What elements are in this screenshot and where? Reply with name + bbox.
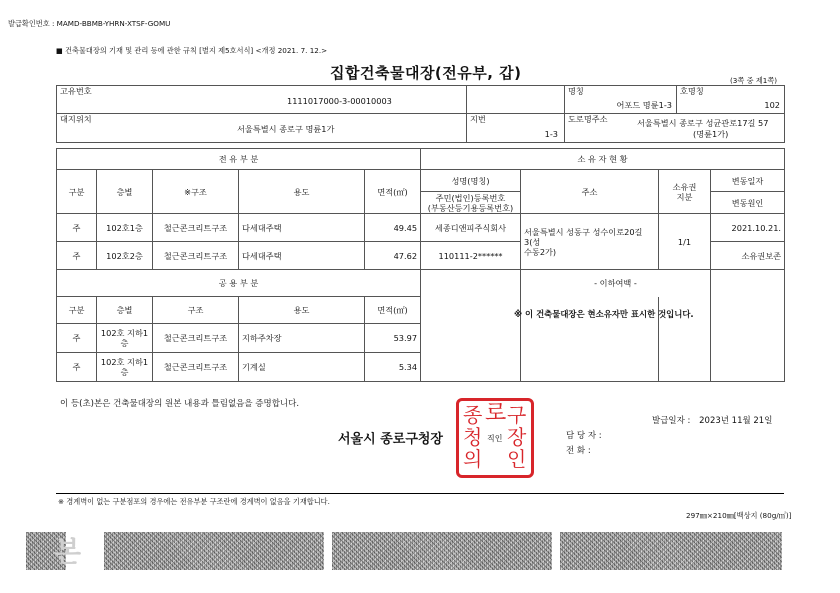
change-date-value: 2021.10.21. xyxy=(711,214,785,242)
lot-number-label: 지번 xyxy=(470,114,486,124)
lot-number-cell xyxy=(467,114,565,143)
owner-section-title: 소 유 자 현 황 xyxy=(421,149,785,170)
table-row: 주 102호 지하1 층 철근콘크리트구조 지하주차장 53.97 xyxy=(57,324,421,353)
unique-number-value: 1111017000-3-00010003 xyxy=(287,96,392,106)
header-table xyxy=(56,85,785,114)
officer-label: 담 당 자 : xyxy=(566,431,602,441)
owner-notice: ※ 이 건축물대장은 현소유자만 표시한 것입니다. xyxy=(514,309,694,319)
table-row: 주 102호2층 철근콘크리트구조 다세대주택 47.62 xyxy=(57,242,421,270)
building-name-value: 어포드 명륜1-3 xyxy=(616,100,672,110)
footnote: ※ 경계벽이 없는 구분점포의 경우에는 전유부분 구조란에 경계벽이 없음을 기재합니다. xyxy=(58,497,330,506)
owner-address-value: 서울특별시 성동구 성수이로20길 3(성 수동2가) xyxy=(521,214,659,270)
security-pattern xyxy=(104,532,324,570)
security-pattern xyxy=(332,532,552,570)
unique-number-cell xyxy=(57,86,467,114)
document-title: 집합건축물대장(전유부, 갑) xyxy=(330,64,522,82)
unique-number-label: 고유번호 xyxy=(60,86,92,96)
site-table xyxy=(56,113,785,143)
col-structure: ※구조 xyxy=(153,170,239,214)
owner-share-value: 1/1 xyxy=(659,214,711,270)
official-seal-icon: 종 로 구 청 장 의 인 직인 xyxy=(456,398,534,478)
change-reason-value: 소유권보존 xyxy=(711,242,785,270)
change-reason-col: 변동원인 xyxy=(711,192,785,214)
seal-label: 직인 xyxy=(487,434,503,443)
site-location-label: 대지위치 xyxy=(60,114,92,124)
issue-date xyxy=(652,414,772,426)
exclusive-table xyxy=(56,148,421,382)
road-address-value: 서울특별시 종로구 성균관로17길 57 xyxy=(637,118,769,128)
owner-share-col: 소유권 지분 xyxy=(659,170,711,214)
road-address-label: 도로명주소 xyxy=(568,114,608,124)
exclusive-section-title: 전 유 부 분 xyxy=(57,149,421,170)
page-info: (3쪽 중 제1쪽) xyxy=(730,76,778,85)
common-col-structure: 구조 xyxy=(153,297,239,324)
owner-regno-value: 110111-2****** xyxy=(421,242,521,270)
site-location-value: 서울특별시 종로구 명륜1가 xyxy=(237,124,335,134)
common-col-floor: 층별 xyxy=(97,297,153,324)
issue-date-label: 발급일자 : xyxy=(652,416,691,426)
owner-table xyxy=(420,148,785,382)
original-stamp: 본 xyxy=(54,535,82,568)
common-col-kind: 구분 xyxy=(57,297,97,324)
owner-name-value: 세종디앤피주식회사 xyxy=(421,214,521,242)
paper-size: 297㎜×210㎜[백상지 (80g/㎡)] xyxy=(686,511,792,520)
common-col-use: 용도 xyxy=(239,297,365,324)
security-pattern xyxy=(560,532,782,570)
owner-name-col: 성명(명칭) xyxy=(421,170,521,192)
certify-text: 이 등(초)본은 건축물대장의 원본 내용과 틀림없음을 증명합니다. xyxy=(60,399,300,409)
rule-note: ■ 건축물대장의 기재 및 관리 등에 관한 규칙 [별지 제5호서식] <개정 2021. 7. 12.> xyxy=(56,46,328,55)
table-row: 주 102호 지하1 층 철근콘크리트구조 기계실 5.34 xyxy=(57,353,421,382)
col-floor: 층별 xyxy=(97,170,153,214)
site-location-cell xyxy=(57,114,467,143)
unit-name-cell xyxy=(677,86,785,114)
phone-label: 전 화 : xyxy=(566,446,591,456)
owner-regno-col: 주민(법인)등록번호 (부동산등기용등록번호) xyxy=(421,192,521,214)
col-use: 용도 xyxy=(239,170,365,214)
unit-name-value: 102 xyxy=(764,100,780,110)
change-date-col: 변동일자 xyxy=(711,170,785,192)
road-address-value-2: (명륜1가) xyxy=(693,129,729,139)
owner-addr-col: 주소 xyxy=(521,170,659,214)
road-address-cell xyxy=(565,114,785,143)
issuer-name: 서울시 종로구청장 xyxy=(338,432,443,447)
blank-note: - 이하여백 - xyxy=(521,270,711,297)
common-section-title: 공 용 부 분 xyxy=(57,270,421,297)
unit-name-label: 호명칭 xyxy=(680,86,704,96)
issue-confirm-number: 발급확인번호 : MAMD-BBMB-YHRN-XTSF-GOMU xyxy=(8,19,171,28)
building-name-cell xyxy=(565,86,677,114)
common-col-area: 면적(㎡) xyxy=(365,297,421,324)
col-area: 면적(㎡) xyxy=(365,170,421,214)
col-kind: 구분 xyxy=(57,170,97,214)
lot-number-value: 1-3 xyxy=(544,129,558,139)
issue-date-value: 2023년 11월 21일 xyxy=(699,416,773,426)
building-name-label: 명칭 xyxy=(568,86,584,96)
table-row: 주 102호1층 철근콘크리트구조 다세대주택 49.45 xyxy=(57,214,421,242)
